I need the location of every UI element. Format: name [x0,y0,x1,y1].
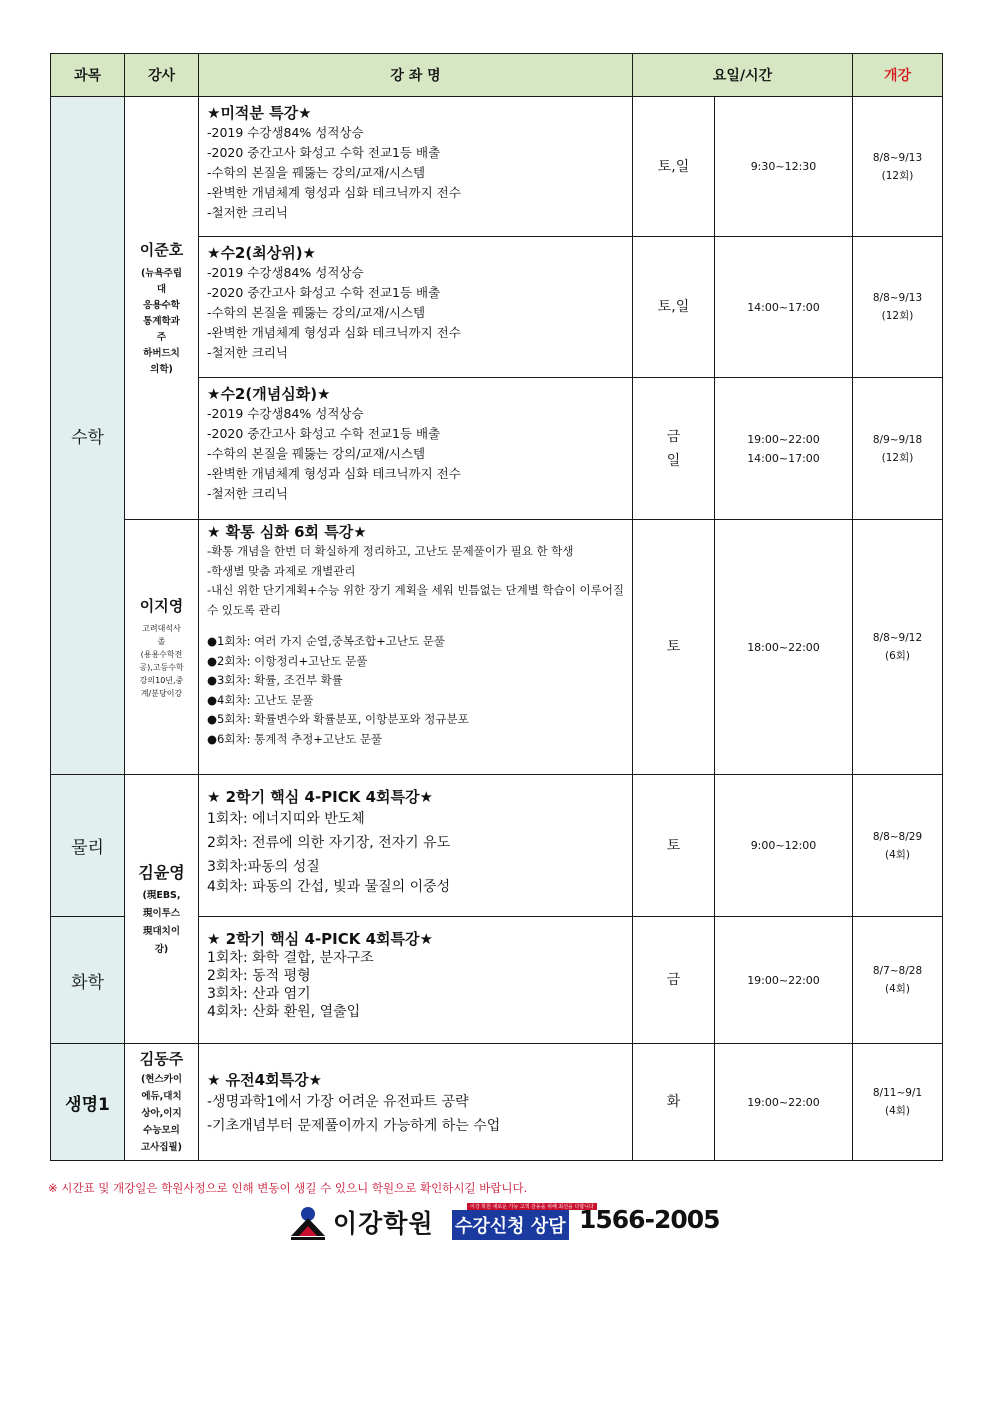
teacher-credential: 주 [156,331,167,343]
time-label: 14:00~17:00 [747,300,820,314]
header-course: 강 좌 명 [199,54,633,97]
course-line: -완벽한 개념체계 형성과 심화 테크닉까지 전수 [207,466,461,481]
subject-chemistry: 화학 [51,917,125,1044]
course-line: -확통 개념을 한번 더 확실하게 정리하고, 고난도 문제풀이가 필요 한 학생 [207,544,574,558]
teacher-credential: 공),고등수학 [139,662,184,672]
course-line: -철저한 크리닉 [207,205,288,220]
phone-number: 1566-2005 [579,1205,720,1234]
course-open [853,917,943,1044]
course-line: 2회차: 동적 평형 [207,968,311,984]
teacher-credential: 강) [154,943,169,955]
course-open [853,775,943,917]
teacher-kim-dongju [125,1044,199,1161]
brand-banner [287,1202,720,1242]
course-line: -완벽한 개념체계 형성과 심화 테크닉까지 전수 [207,325,461,340]
course-chemistry [199,917,633,1044]
open-count: (12회) [881,169,914,182]
teacher-credential: 수능모의 [143,1125,180,1136]
course-probability [199,520,633,775]
course-title: ★수2(개념심화)★ [207,385,331,403]
course-open [853,378,943,520]
day-label: 토,일 [657,158,690,175]
table-row [51,1044,943,1161]
header-teacher: 강사 [125,54,199,97]
course-line: -학생별 맞춤 과제로 개별관리 [207,563,356,578]
teacher-credential: 계/분당이강 [140,688,183,698]
open-count: (4회) [884,848,911,861]
teacher-credential: 에듀,대치 [141,1091,182,1102]
course-open [853,237,943,378]
subject-math: 수학 [51,97,125,775]
header-subject: 과목 [51,54,125,97]
schedule-notice: ※ 시간표 및 개강일은 학원사정으로 인해 변동이 생길 수 있으니 학원으로 확인하시길 바랍니다. [48,1181,528,1195]
course-line: -수학의 본질을 꿰뚫는 강의/교재/시스템 [207,305,426,320]
teacher-name: 김동주 [139,1050,184,1068]
teacher-credential: 졸 [157,636,166,646]
time-label: 19:00~22:00 [747,1095,820,1109]
course-time [715,237,853,378]
session-line: ●2회차: 이항정리+고난도 문풀 [207,653,368,668]
day-label: 토 [666,639,681,655]
course-line: -2019 수강생84% 성적상승 [207,406,364,421]
time-label: 14:00~17:00 [747,451,820,465]
course-line: 4회차: 산화 환원, 열출입 [207,1004,361,1020]
course-line: 1회차: 에너지띠와 반도체 [207,811,365,827]
time-label: 18:00~22:00 [747,640,820,654]
day-label: 화 [666,1094,681,1110]
teacher-credential: 現대치이 [142,925,181,937]
course-line: 4회차: 파동의 간섭, 빛과 물질의 이중성 [207,879,451,895]
teacher-credential: 대 [156,283,167,295]
course-line: -2020 중간고사 화성고 수학 전교1등 배출 [207,285,441,300]
course-days [633,520,715,775]
academy-logo-icon [287,1202,329,1242]
course-genetics [199,1044,633,1161]
course-line: 1회차: 화학 결합, 분자구조 [207,950,374,966]
day-label: 토 [666,837,681,854]
session-line: ●3회차: 확률, 조건부 확률 [207,673,343,687]
course-days [633,1044,715,1161]
table-row [51,775,943,917]
open-count: (4회) [884,1105,911,1117]
table-row [51,97,943,237]
course-line: -철저한 크리닉 [207,486,288,501]
teacher-credential: (용용수학전 [140,649,183,659]
open-dates: 8/8~8/29 [872,830,923,843]
session-line: ●6회차: 통계적 추정+고난도 문풀 [207,731,383,746]
teacher-credential: (뉴욕주립 [140,267,183,279]
course-math2-top [199,237,633,378]
course-line: -완벽한 개념체계 형성과 심화 테크닉까지 전수 [207,185,461,200]
course-open [853,97,943,237]
open-dates: 8/8~9/13 [872,292,923,304]
teacher-name: 이준호 [139,240,184,259]
course-physics [199,775,633,917]
course-line: -철저한 크리닉 [207,345,288,360]
session-line: ●4회차: 고난도 문풀 [207,692,314,707]
open-dates: 8/7~8/28 [872,965,923,977]
teacher-credential: 상아,이지 [141,1108,182,1119]
teacher-lee-junho [125,97,199,520]
course-title: ★ 2학기 핵심 4-PICK 4회특강★ [207,930,433,948]
open-dates: 8/8~9/12 [872,632,923,644]
open-dates: 8/11~9/1 [872,1087,923,1099]
teacher-credential: 강의10년,중 [139,675,184,685]
teacher-lee-jiyoung [125,520,199,775]
course-line: 3회차: 산과 염기 [207,986,311,1002]
course-time [715,520,853,775]
teacher-credential: 現이투스 [142,907,181,919]
course-line: -기초개념부터 문제풀이까지 가능하게 하는 수업 [207,1117,501,1134]
course-title: ★ 2학기 핵심 4-PICK 4회특강★ [207,788,433,806]
header-row [51,54,943,97]
course-title: ★ 확통 심화 6회 특강★ [207,523,367,541]
course-title: ★ 유전4회특강★ [207,1070,323,1089]
course-days [633,97,715,237]
course-line: -2019 수강생84% 성적상승 [207,125,364,140]
course-line: -생명과학1에서 가장 어려운 유전파트 공략 [207,1093,469,1110]
subject-biology: 생명1 [51,1044,125,1161]
teacher-kim-yunyoung [125,775,199,1044]
teacher-name: 이지영 [139,596,184,615]
course-line: 2회차: 전류에 의한 자기장, 전자기 유도 [207,835,451,851]
open-dates: 8/9~9/18 [872,433,923,446]
schedule-table [50,53,943,1161]
teacher-name: 김윤영 [138,862,185,882]
course-time [715,775,853,917]
time-label: 9:30~12:30 [750,160,817,173]
teacher-credential: 고사집필) [140,1142,183,1153]
course-title: ★수2(최상위)★ [207,244,317,262]
day-label: 금 [666,428,681,445]
teacher-credential: (현스카이 [140,1074,183,1085]
open-count: (12회) [881,310,914,322]
course-days [633,775,715,917]
course-line: -2019 수강생84% 성적상승 [207,265,364,280]
course-line: -수학의 본질을 꿰뚫는 강의/교재/시스템 [207,165,426,180]
course-time [715,97,853,237]
consult-label: 수강신청 상담 [452,1210,569,1240]
course-line: -2020 중간고사 화성고 수학 전교1등 배출 [207,145,441,160]
course-line: -수학의 본질을 꿰뚫는 강의/교재/시스템 [207,446,426,461]
brand-slogan: 이강 학원 새로운 가능 고객 감동을 위해 최선을 다합니다 [467,1203,597,1210]
course-time [715,917,853,1044]
session-line: ●5회차: 확률변수와 확률분포, 이항분포와 정규분포 [207,712,469,726]
teacher-credential: (現EBS, [142,889,181,901]
course-open [853,1044,943,1161]
time-label: 19:00~22:00 [747,432,820,446]
course-line: 3회차:파동의 성질 [207,859,320,875]
day-label: 금 [666,972,681,988]
course-title: ★미적분 특강★ [207,104,312,122]
course-days [633,237,715,378]
course-calculus [199,97,633,237]
day-label: 토,일 [657,299,690,315]
course-line: -내신 위한 단기계획+수능 위한 장기 계획을 세워 빈틈없는 단계별 학습이 이루어질 수 있도록 관리 [207,583,624,617]
day-label: 일 [666,452,681,469]
course-open [853,520,943,775]
teacher-credential: 하버드치 [143,347,180,359]
open-count: (12회) [881,451,914,464]
subject-physics: 물리 [51,775,125,917]
teacher-credential: 의학) [150,363,173,375]
course-time [715,378,853,520]
teacher-credential: 고려대석사 [142,623,181,633]
time-label: 19:00~22:00 [747,973,820,987]
teacher-credential: 통계학과 [143,315,180,327]
open-dates: 8/8~9/13 [872,151,923,164]
open-count: (4회) [884,983,911,995]
course-days [633,917,715,1044]
open-count: (6회) [884,650,911,662]
header-schedule: 요일/시간 [633,54,853,97]
time-label: 9:00~12:00 [750,839,817,852]
table-row [51,520,943,775]
course-days [633,378,715,520]
session-line: ●1회차: 여러 가지 순열,중복조합+고난도 문풀 [207,634,445,648]
course-line: -2020 중간고사 화성고 수학 전교1등 배출 [207,426,441,441]
brand-name: 이강학원 [333,1209,434,1238]
header-open: 개강 [853,54,943,97]
course-math2-concept [199,378,633,520]
course-time [715,1044,853,1161]
teacher-credential: 응용수학 [143,299,180,311]
